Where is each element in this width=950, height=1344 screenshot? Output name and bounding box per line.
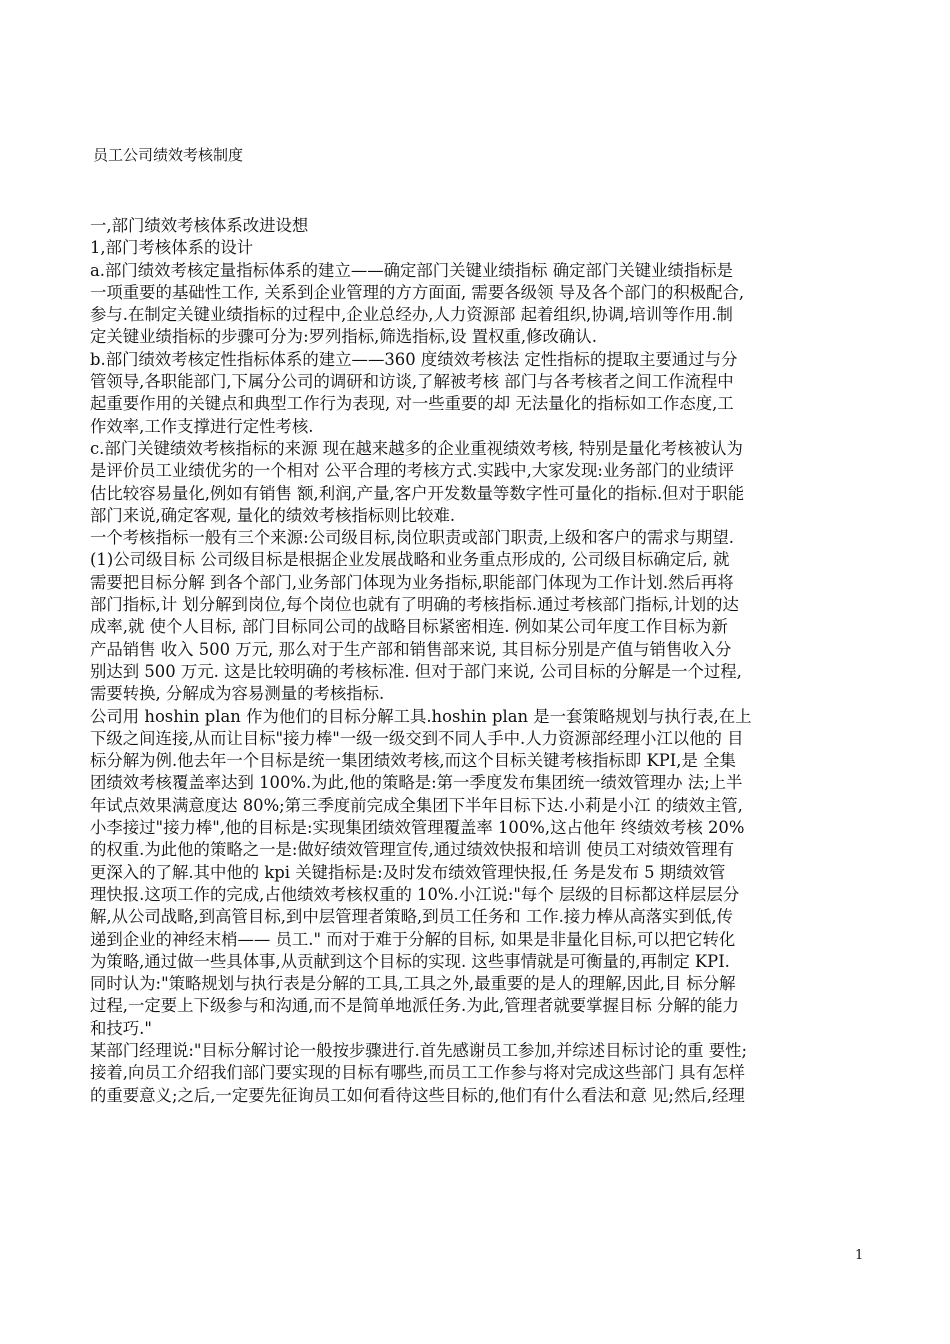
body-line: 管领导,各职能部门,下属分公司的调研和访谈,了解被考核 部门与各考核者之间工作流程中 <box>90 372 734 392</box>
body-line: 部门指标,计 划分解到岗位,每个岗位也就有了明确的考核指标.通过考核部门指标,计划的达 <box>90 595 739 615</box>
body-line: 标分解为例.他去年一个目标是统一集团绩效考核,而这个目标关键考核指标即 KPI,是 全集 <box>90 751 736 771</box>
body-line: 需要转换, 分解成为容易测量的考核指标. <box>90 684 385 704</box>
body-line: 定关键业绩指标的步骤可分为:罗列指标,筛选指标,设 置权重,修改确认. <box>90 327 597 347</box>
body-line: 更深入的了解.其中他的 kpi 关键指标是:及时发布绩效管理快报,任 务是发布 5 期绩效管 <box>90 862 726 882</box>
body-line: 团绩效考核覆盖率达到 100%.为此,他的策略是:第一季度发布集团统一绩效管理办 法;上半 <box>90 773 743 793</box>
body-line: 作效率,工作支撑进行定性考核. <box>90 416 314 436</box>
body-line: 1,部门考核体系的设计 <box>90 238 254 258</box>
body-line: 解,从公司战略,到高管目标,到中层管理者策略,到员工任务和 工作.接力棒从高落实到低,传 <box>90 907 733 927</box>
body-line: 接着,向员工介绍我们部门要实现的目标有哪些,而员工工作参与将对完成这些部门 具有怎样 <box>90 1063 745 1083</box>
page-number: 1 <box>855 1248 864 1263</box>
body-line: 是评价员工业绩优劣的一个相对 公平合理的考核方式.实践中,大家发现:业务部门的业绩评 <box>90 461 734 481</box>
body-line: 理快报.这项工作的完成,占他绩效考核权重的 10%.小江说:"每个 层级的目标都这样层层分 <box>90 884 740 904</box>
body-line: 一,部门绩效考核体系改进设想 <box>90 216 309 235</box>
body-line: 成率,就 使个人目标, 部门目标同公司的战略目标紧密相连. 例如某公司年度工作目标为新 <box>90 617 728 637</box>
body-line: 年试点效果满意度达 80%;第三季度前完成全集团下半年目标下达.小莉是小江 的绩效主管, <box>90 795 743 815</box>
body-line: b.部门绩效考核定性指标体系的建立——360 度绩效考核法 定性指标的提取主要通过与分 <box>90 349 738 369</box>
body-line: 一个考核指标一般有三个来源:公司级目标,岗位职责或部门职责,上级和客户的需求与期望. <box>90 528 734 548</box>
body-line: 同时认为:"策略规划与执行表是分解的工具,工具之外,最重要的是人的理解,因此,目 标分解 <box>90 974 736 994</box>
body-line: 产品销售 收入 500 万元, 那么对于生产部和销售部来说, 其目标分别是产值与销售收入分 <box>90 639 732 659</box>
document-title: 员工公司绩效考核制度 <box>93 146 244 164</box>
body-line: 的权重.为此他的策略之一是:做好绩效管理宣传,通过绩效快报和培训 使员工对绩效管理有 <box>90 840 734 860</box>
body-line: 过程,一定要上下级参与和沟通,而不是简单地派任务.为此,管理者就要掌握目标 分解的能力 <box>90 996 739 1016</box>
body-line: 某部门经理说:"目标分解讨论一般按步骤进行.首先感谢员工参加,并综述目标讨论的重 要性; <box>90 1040 748 1060</box>
body-line: (1)公司级目标 公司级目标是根据企业发展战略和业务重点形成的, 公司级目标确定后, 就 <box>90 550 730 570</box>
body-line: 和技巧." <box>90 1018 152 1038</box>
body-line: 下级之间连接,从而让目标"接力棒"一级一级交到不同人手中.人力资源部经理小江以他的 目 <box>90 728 744 748</box>
body-line: a.部门绩效考核定量指标体系的建立——确定部门关键业绩指标 确定部门关键业绩指标是 <box>90 260 734 280</box>
body-line: 需要把目标分解 到各个部门,业务部门体现为业务指标,职能部门体现为工作计划.然后再将 <box>90 572 734 592</box>
body-line: 起重要作用的关键点和典型工作行为表现, 对一些重要的却 无法量化的指标如工作态度,工 <box>90 394 734 414</box>
body-line: c.部门关键绩效考核指标的来源 现在越来越多的企业重视绩效考核, 特别是量化考核被认为 <box>90 438 743 458</box>
body-line: 的重要意义;之后,一定要先征询员工如何看待这些目标的,他们有什么看法和意 见;然后,经理 <box>90 1085 745 1105</box>
body-line: 小李接过"接力棒",他的目标是:实现集团绩效管理覆盖率 100%,这占他年 终绩效考核 20% <box>90 818 745 838</box>
body-line: 别达到 500 万元. 这是比较明确的考核标准. 但对于部门来说, 公司目标的分解是一个过程, <box>90 661 742 681</box>
body-line: 参与.在制定关键业绩指标的过程中,企业总经办,人力资源部 起着组织,协调,培训等作用.制 <box>90 305 733 325</box>
body-line: 为策略,通过做一些具体事,从贡献到这个目标的实现. 这些事情就是可衡量的,再制定 KPI. <box>90 951 730 971</box>
body-line: 部门来说,确定客观, 量化的绩效考核指标则比较难. <box>90 505 456 525</box>
body-line: 估比较容易量化,例如有销售 额,利润,产量,客户开发数量等数字性可量化的指标.但对于职能 <box>90 483 745 503</box>
body-line: 递到企业的神经末梢—— 员工." 而对于难于分解的目标, 如果是非量化目标,可以把它转化 <box>90 929 736 949</box>
body-line: 公司用 hoshin plan 作为他们的目标分解工具.hoshin plan 是一套策略规划与执行表,在上 <box>90 706 752 726</box>
body-line: 一项重要的基础性工作, 关系到企业管理的方方面面, 需要各级领 导及各个部门的积极配合, <box>90 282 745 302</box>
document-body <box>90 215 880 1107</box>
